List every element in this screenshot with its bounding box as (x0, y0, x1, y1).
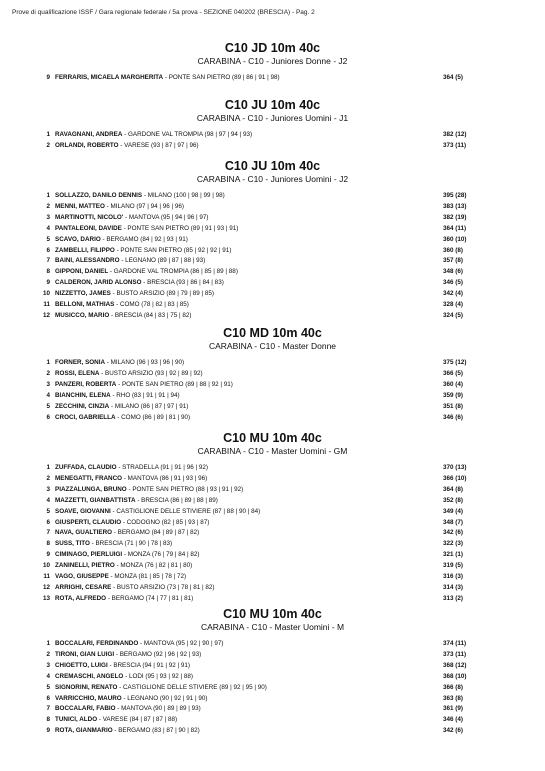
rank: 2 (46, 369, 50, 377)
total-score: 348 (6) (443, 268, 463, 276)
section-title: C10 MD 10m 40c (223, 326, 322, 340)
athlete-club-scores: - MILANO (86 | 87 | 97 | 91) (109, 402, 189, 410)
rank: 1 (46, 640, 50, 647)
athlete-name: NAVA, GUALTIERO - BERGAMO (84 | 89 | 87 | 82) (55, 529, 200, 537)
result-row (0, 73, 545, 83)
section-subtitle: CARABINA - C10 - Master Uomini - GM (197, 446, 348, 456)
athlete-club-scores: - CASTIGLIONE DELLE STIVIERE (89 | 92 | 95 | 90) (117, 683, 267, 691)
section-subtitle: CARABINA - C10 - Master Uomini - M (200, 622, 345, 632)
athlete-name: BAINI, ALESSANDRO - LEGNANO (89 | 87 | 88 | 93) (55, 257, 206, 265)
total-score: 368 (12) (443, 661, 467, 669)
result-row (0, 256, 545, 266)
athlete-name: MENEGATTI, FRANCO - MANTOVA (86 | 91 | 93 | 96) (55, 474, 208, 482)
total-score: 346 (6) (443, 413, 463, 421)
athlete-name: ROTA, ALFREDO - BERGAMO (74 | 77 | 81 | 81) (55, 594, 194, 602)
athlete-club-scores: - MONZA (76 | 82 | 81 | 80) (114, 562, 193, 570)
total-score: 314 (3) (443, 583, 463, 591)
rank: 6 (46, 413, 50, 421)
athlete-name: PANZERI, ROBERTA - PONTE SAN PIETRO (89 | 88 | 92 | 91) (55, 380, 233, 388)
result-row (0, 463, 545, 473)
rank: 1 (46, 192, 50, 199)
athlete-name: BIANCHIN, ELENA - RHO (83 | 91 | 91 | 94) (55, 391, 180, 399)
result-row (0, 485, 545, 495)
rank: 6 (46, 694, 50, 702)
total-score: 316 (3) (443, 573, 463, 580)
rank: 9 (46, 279, 50, 287)
athlete-name: FORNER, SONIA - MILANO (96 | 93 | 96 | 90) (55, 359, 185, 366)
athlete-club-scores: - BUSTO ARSIZIO (93 | 92 | 89 | 92) (99, 369, 203, 377)
rank: 5 (46, 235, 50, 243)
total-score: 373 (11) (443, 650, 467, 658)
athlete-club-scores: - LEGNANO (90 | 92 | 91 | 90) (121, 694, 208, 702)
result-row (0, 130, 545, 140)
rank: 1 (46, 359, 50, 366)
total-score: 383 (13) (443, 202, 467, 210)
result-row (0, 311, 545, 321)
athlete-club-scores: - STRADELLA (91 | 91 | 96 | 92) (116, 464, 208, 471)
athlete-name: GIUSPERTI, CLAUDIO - CODOGNO (82 | 85 | 93 | 87) (55, 518, 210, 526)
athlete-club-scores: - MANTOVA (95 | 92 | 90 | 97) (138, 640, 224, 647)
result-row (0, 267, 545, 277)
athlete-name: CHIOETTO, LUIGI - BRESCIA (94 | 91 | 92 | 91) (55, 661, 190, 669)
section-subtitle: CARABINA - C10 - Juniores Uomini - J2 (196, 174, 349, 184)
rank: 5 (46, 402, 50, 410)
result-row (0, 650, 545, 660)
athlete-club-scores: - RHO (83 | 91 | 91 | 94) (110, 391, 180, 399)
athlete-name: BELLONI, MATHIAS - COMO (78 | 82 | 83 | 85) (55, 301, 189, 308)
rank: 3 (46, 485, 50, 493)
total-score: 351 (8) (443, 402, 463, 410)
athlete-club-scores: - MONZA (76 | 79 | 84 | 82) (122, 551, 200, 559)
section-title: C10 JD 10m 40c (224, 41, 321, 55)
rank: 1 (46, 131, 50, 138)
athlete-name: NIZZETTO, JAMES - BUSTO ARSIZIO (89 | 79 | 89 | 85) (55, 290, 215, 298)
section-title: C10 JU 10m 40c (224, 98, 321, 112)
rank: 6 (46, 518, 50, 526)
total-score: 324 (5) (443, 311, 463, 319)
athlete-name: MARTINOTTI, NICOLO' - MANTOVA (95 | 94 | 96 | 97) (55, 213, 209, 221)
result-row (0, 704, 545, 714)
athlete-club-scores: - LODI (95 | 93 | 92 | 88) (123, 672, 194, 680)
athlete-club-scores: - BERGAMO (84 | 89 | 87 | 82) (112, 529, 200, 537)
result-row (0, 715, 545, 725)
total-score: 360 (8) (443, 246, 463, 254)
result-row (0, 289, 545, 299)
rank: 8 (46, 540, 50, 548)
athlete-name: SUSS, TITO - BRESCIA (71 | 90 | 78 | 83) (55, 540, 173, 548)
athlete-name: SCAVO, DARIO - BERGAMO (84 | 92 | 93 | 91) (55, 235, 188, 243)
result-row (0, 141, 545, 151)
rank: 5 (46, 507, 50, 515)
result-row (0, 246, 545, 256)
total-score: 359 (9) (443, 391, 463, 399)
rank: 2 (46, 141, 50, 149)
rank: 6 (46, 246, 50, 254)
section-subtitle: CARABINA - C10 - Juniores Donne - J2 (197, 56, 348, 66)
rank: 3 (46, 213, 50, 221)
result-row (0, 213, 545, 223)
athlete-name: CALDERON, JARID ALONSO - BRESCIA (93 | 86 | 84 | 83) (55, 279, 224, 287)
total-score: 319 (5) (443, 562, 463, 570)
total-score: 342 (4) (443, 290, 463, 298)
section-title: C10 MU 10m 40c (223, 431, 322, 445)
athlete-club-scores: - BERGAMO (84 | 92 | 93 | 91) (100, 235, 188, 243)
athlete-name: MAZZETTI, GIANBATTISTA - BRESCIA (86 | 89 | 88 | 89) (55, 496, 218, 504)
rank: 1 (46, 464, 50, 471)
total-score: 363 (8) (443, 694, 463, 702)
result-row (0, 683, 545, 693)
rank: 11 (43, 573, 50, 580)
rank: 12 (42, 311, 50, 319)
rank: 4 (46, 672, 50, 680)
athlete-name: ZAMBELLI, FILIPPO - PONTE SAN PIETRO (85 | 92 | 92 | 91) (55, 246, 232, 254)
athlete-club-scores: - BRESCIA (71 | 90 | 78 | 83) (89, 540, 173, 548)
total-score: 361 (9) (443, 705, 463, 713)
athlete-club-scores: - CASTIGLIONE DELLE STIVIERE (87 | 88 | 90 | 84) (110, 507, 261, 515)
total-score: 366 (5) (443, 369, 463, 377)
athlete-club-scores: - LEGNANO (89 | 87 | 88 | 93) (119, 257, 206, 265)
result-row (0, 507, 545, 517)
total-score: 382 (19) (443, 213, 467, 221)
rank: 5 (46, 683, 50, 691)
total-score: 375 (12) (443, 359, 467, 366)
athlete-name: ROSSI, ELENA - BUSTO ARSIZIO (93 | 92 | 89 | 92) (55, 369, 203, 377)
result-row (0, 369, 545, 379)
total-score: 395 (28) (443, 192, 467, 199)
result-row (0, 594, 545, 604)
result-row (0, 694, 545, 704)
total-score: 328 (4) (443, 301, 463, 308)
athlete-club-scores: - PONTE SAN PIETRO (89 | 91 | 93 | 91) (121, 224, 239, 232)
total-score: 366 (10) (443, 474, 467, 482)
rank: 9 (46, 727, 50, 735)
athlete-club-scores: - BERGAMO (74 | 77 | 81 | 81) (106, 594, 194, 602)
athlete-name: BOCCALARI, FERDINANDO - MANTOVA (95 | 92 | 90 | 97) (55, 640, 224, 647)
result-row (0, 413, 545, 423)
result-row (0, 572, 545, 582)
athlete-name: TIRONI, GIAN LUIGI - BERGAMO (92 | 96 | 92 | 93) (55, 650, 202, 658)
athlete-club-scores: - BUSTO ARSIZIO (73 | 78 | 81 | 82) (111, 583, 215, 591)
total-score: 364 (5) (443, 74, 463, 81)
result-row (0, 661, 545, 671)
athlete-club-scores: - COMO (86 | 89 | 81 | 90) (115, 413, 191, 421)
result-row (0, 583, 545, 593)
rank: 10 (42, 562, 50, 570)
result-row (0, 402, 545, 412)
athlete-name: ROTA, GIANMARIO - BERGAMO (83 | 87 | 90 | 82) (55, 727, 200, 735)
rank: 7 (46, 257, 50, 265)
page-header: Prove di qualificazione ISSF / Gara regionale federale / 5a prova - SEZIONE 040202 (BRESCIA) - Pag. 2 (12, 9, 315, 16)
result-row (0, 235, 545, 245)
athlete-club-scores: - PONTE SAN PIETRO (85 | 92 | 92 | 91) (114, 246, 232, 254)
athlete-name: SIGNORINI, RENATO - CASTIGLIONE DELLE STIVIERE (89 | 92 | 95 | 90) (55, 683, 267, 691)
result-row (0, 496, 545, 506)
athlete-name: TUNICI, ALDO - VARESE (84 | 87 | 87 | 88) (55, 716, 178, 724)
total-score: 349 (4) (443, 507, 463, 515)
result-row (0, 202, 545, 212)
section-title: C10 MU 10m 40c (223, 607, 322, 621)
athlete-club-scores: - MONZA (81 | 85 | 78 | 72) (108, 573, 187, 580)
athlete-club-scores: - BRESCIA (84 | 83 | 75 | 82) (109, 311, 192, 319)
athlete-club-scores: - MILANO (97 | 94 | 96 | 96) (104, 202, 185, 210)
athlete-name: ZUFFADA, CLAUDIO - STRADELLA (91 | 91 | 96 | 92) (55, 464, 208, 471)
result-row (0, 561, 545, 571)
rank: 4 (46, 391, 50, 399)
total-score: 368 (10) (443, 672, 467, 680)
athlete-club-scores: - MILANO (100 | 98 | 99 | 98) (142, 192, 225, 199)
total-score: 364 (11) (443, 224, 467, 232)
rank: 3 (46, 380, 50, 388)
total-score: 346 (5) (443, 279, 463, 287)
total-score: 352 (8) (443, 496, 463, 504)
athlete-club-scores: - PONTE SAN PIETRO (89 | 86 | 91 | 98) (163, 74, 280, 81)
section-title: C10 JU 10m 40c (224, 159, 321, 173)
result-row (0, 726, 545, 736)
result-row (0, 528, 545, 538)
result-row (0, 300, 545, 310)
rank: 2 (46, 650, 50, 658)
athlete-name: CIMINAGO, PIERLUIGI - MONZA (76 | 79 | 84 | 82) (55, 551, 200, 559)
rank: 8 (46, 716, 50, 724)
athlete-name: VARRICCHIO, MAURO - LEGNANO (90 | 92 | 91 | 90) (55, 694, 208, 702)
result-row (0, 380, 545, 390)
result-row (0, 358, 545, 368)
athlete-name: GIPPONI, DANIEL - GARDONE VAL TROMPIA (86 | 85 | 89 | 88) (55, 268, 238, 276)
athlete-club-scores: - BERGAMO (92 | 96 | 92 | 93) (114, 650, 202, 658)
total-score: 346 (4) (443, 716, 463, 724)
result-row (0, 191, 545, 201)
result-row (0, 539, 545, 549)
total-score: 322 (3) (443, 540, 463, 548)
athlete-club-scores: - BRESCIA (93 | 86 | 84 | 83) (141, 279, 224, 287)
rank: 3 (46, 661, 50, 669)
rank: 8 (46, 268, 50, 276)
athlete-club-scores: - PONTE SAN PIETRO (89 | 88 | 92 | 91) (116, 380, 233, 388)
total-score: 357 (8) (443, 257, 463, 265)
athlete-club-scores: - MANTOVA (86 | 91 | 93 | 96) (122, 474, 208, 482)
result-row (0, 391, 545, 401)
total-score: 373 (11) (443, 141, 467, 149)
athlete-club-scores: - VARESE (84 | 87 | 87 | 88) (97, 716, 178, 724)
total-score: 342 (6) (443, 727, 463, 735)
result-row (0, 550, 545, 560)
athlete-name: SOAVE, GIOVANNI - CASTIGLIONE DELLE STIVIERE (87 | 88 | 90 | 84) (55, 507, 261, 515)
result-row (0, 672, 545, 682)
athlete-name: FERRARIS, MICAELA MARGHERITA - PONTE SAN PIETRO (89 | 86 | 91 | 98) (55, 74, 280, 81)
athlete-name: ZECCHINI, CINZIA - MILANO (86 | 87 | 97 | 91) (55, 402, 189, 410)
rank: 13 (42, 594, 50, 602)
rank: 9 (46, 74, 50, 81)
total-score: 382 (12) (443, 131, 467, 138)
athlete-name: ARRIGHI, CESARE - BUSTO ARSIZIO (73 | 78 | 81 | 82) (55, 583, 215, 591)
rank: 4 (46, 496, 50, 504)
total-score: 366 (8) (443, 683, 463, 691)
athlete-club-scores: - COMO (78 | 82 | 83 | 85) (114, 301, 189, 308)
athlete-name: PANTALEONI, DAVIDE - PONTE SAN PIETRO (89 | 91 | 93 | 91) (55, 224, 239, 232)
rank: 9 (46, 551, 50, 559)
total-score: 342 (6) (443, 529, 463, 537)
athlete-club-scores: - PONTE SAN PIETRO (88 | 93 | 91 | 92) (126, 485, 244, 493)
result-row (0, 639, 545, 649)
athlete-name: ORLANDI, ROBERTO - VARESE (93 | 87 | 97 | 96) (55, 141, 199, 149)
athlete-name: CROCI, GABRIELLA - COMO (86 | 89 | 81 | 90) (55, 413, 191, 421)
athlete-club-scores: - GARDONE VAL TROMPIA (86 | 85 | 89 | 88) (108, 268, 238, 276)
athlete-name: MUSICCO, MARIO - BRESCIA (84 | 83 | 75 | 82) (55, 311, 192, 319)
athlete-club-scores: - CODOGNO (82 | 85 | 93 | 87) (121, 518, 210, 526)
athlete-club-scores: - MANTOVA (90 | 89 | 89 | 93) (115, 705, 201, 713)
total-score: 360 (4) (443, 380, 463, 388)
total-score: 374 (11) (443, 640, 467, 647)
athlete-name: MENNI, MATTEO - MILANO (97 | 94 | 96 | 96) (55, 202, 185, 210)
rank: 2 (46, 202, 50, 210)
athlete-name: CREMASCHI, ANGELO - LODI (95 | 93 | 92 | 88) (55, 672, 194, 680)
result-row (0, 518, 545, 528)
result-row (0, 224, 545, 234)
athlete-club-scores: - MILANO (96 | 93 | 96 | 90) (105, 359, 185, 366)
athlete-club-scores: - BERGAMO (83 | 87 | 90 | 82) (112, 727, 200, 735)
total-score: 360 (10) (443, 235, 467, 243)
athlete-name: PIAZZALUNGA, BRUNO - PONTE SAN PIETRO (88 | 93 | 91 | 92) (55, 485, 244, 493)
athlete-club-scores: - GARDONE VAL TROMPIA (98 | 97 | 94 | 93) (122, 131, 253, 138)
athlete-name: VAGO, GIUSEPPE - MONZA (81 | 85 | 78 | 72) (55, 573, 187, 580)
result-row (0, 474, 545, 484)
athlete-club-scores: - BRESCIA (94 | 91 | 92 | 91) (107, 661, 190, 669)
athlete-name: ZANINELLI, PIETRO - MONZA (76 | 82 | 81 | 80) (55, 562, 193, 570)
athlete-club-scores: - BRESCIA (86 | 89 | 88 | 89) (135, 496, 218, 504)
athlete-club-scores: - BUSTO ARSIZIO (89 | 79 | 89 | 85) (110, 290, 215, 298)
athlete-name: SOLLAZZO, DANILO DENNIS - MILANO (100 | 98 | 99 | 98) (55, 192, 225, 199)
total-score: 364 (8) (443, 485, 463, 493)
total-score: 321 (1) (443, 551, 463, 559)
rank: 4 (46, 224, 50, 232)
rank: 7 (46, 529, 50, 537)
result-row (0, 278, 545, 288)
total-score: 370 (13) (443, 464, 467, 471)
rank: 12 (42, 583, 50, 591)
total-score: 348 (7) (443, 518, 463, 526)
rank: 2 (46, 474, 50, 482)
athlete-name: RAVAGNANI, ANDREA - GARDONE VAL TROMPIA (98 | 97 | 94 | 93) (55, 131, 253, 138)
total-score: 313 (2) (443, 594, 463, 602)
athlete-club-scores: - VARESE (93 | 87 | 97 | 96) (118, 141, 199, 149)
rank: 11 (43, 301, 50, 308)
rank: 10 (42, 290, 50, 298)
section-subtitle: CARABINA - C10 - Juniores Uomini - J1 (196, 113, 349, 123)
rank: 7 (46, 705, 50, 713)
section-subtitle: CARABINA - C10 - Master Donne (208, 341, 337, 351)
athlete-name: BOCCALARI, FABIO - MANTOVA (90 | 89 | 89 | 93) (55, 705, 201, 713)
athlete-club-scores: - MANTOVA (95 | 94 | 96 | 97) (123, 213, 209, 221)
